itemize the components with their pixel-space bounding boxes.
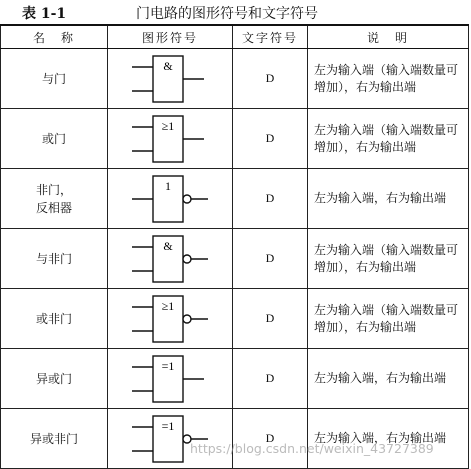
gate-code: D: [233, 109, 308, 169]
table-row: [1, 409, 469, 469]
gate-desc: 左为输入端（输入端数量可增加），右为输出端: [308, 229, 469, 289]
header-code: 文字符号: [233, 25, 308, 49]
gate-label: ≥1: [161, 118, 175, 133]
gate-code: D: [233, 169, 308, 229]
gate-symbol-table: [0, 24, 469, 469]
header-symbol: 图形符号: [108, 25, 233, 49]
gate-name-line: 非门，: [35, 182, 72, 197]
table-header-row: [1, 25, 469, 49]
gate-code: D: [233, 349, 308, 409]
gate-desc: 左为输入端，右为输出端: [308, 169, 469, 229]
gate-name: 异或非门: [1, 409, 108, 469]
table-caption: [0, 0, 471, 24]
gate-name-line: 反相器: [35, 200, 72, 215]
gate-name: 与门: [1, 49, 108, 109]
table-row: [1, 229, 469, 289]
gate-code: D: [233, 409, 308, 469]
gate-label: ≥1: [161, 298, 175, 313]
or-gate-symbol: [108, 109, 233, 169]
header-desc: 说 明: [308, 25, 469, 49]
not-gate-symbol: [108, 169, 233, 229]
gate-label: =1: [161, 418, 175, 433]
gate-desc: 左为输入端，右为输出端: [308, 349, 469, 409]
gate-name: 或非门: [1, 289, 108, 349]
table-row: [1, 289, 469, 349]
gate-desc: 左为输入端（输入端数量可增加），右为输出端: [308, 289, 469, 349]
nand-gate-symbol: [108, 229, 233, 289]
gate-name: [1, 169, 108, 229]
header-name: 名 称: [1, 25, 108, 49]
gate-label: &: [163, 58, 173, 73]
table-row: [1, 49, 469, 109]
gate-desc: 左为输入端（输入端数量可增加），右为输出端: [308, 49, 469, 109]
gate-code: D: [233, 229, 308, 289]
gate-name: 异或门: [1, 349, 108, 409]
gate-name: 或门: [1, 109, 108, 169]
table-row: [1, 109, 469, 169]
nor-gate-symbol: [108, 289, 233, 349]
table-number: 表 1-1: [22, 6, 67, 22]
gate-label: =1: [161, 358, 175, 373]
xnor-gate-symbol: [108, 409, 233, 469]
gate-label: &: [163, 238, 173, 253]
gate-desc: 左为输入端，右为输出端: [308, 409, 469, 469]
xor-gate-symbol: [108, 349, 233, 409]
table-row: [1, 349, 469, 409]
and-gate-symbol: [108, 49, 233, 109]
watermark: https://blog.csdn.net/weixin_43727389: [190, 441, 434, 456]
gate-label: 1: [165, 178, 171, 193]
gate-name: 与非门: [1, 229, 108, 289]
gate-code: D: [233, 289, 308, 349]
table-row: [1, 169, 469, 229]
table-title: 门电路的图形符号和文字符号: [136, 6, 318, 22]
gate-desc: 左为输入端（输入端数量可增加），右为输出端: [308, 109, 469, 169]
gate-code: D: [233, 49, 308, 109]
